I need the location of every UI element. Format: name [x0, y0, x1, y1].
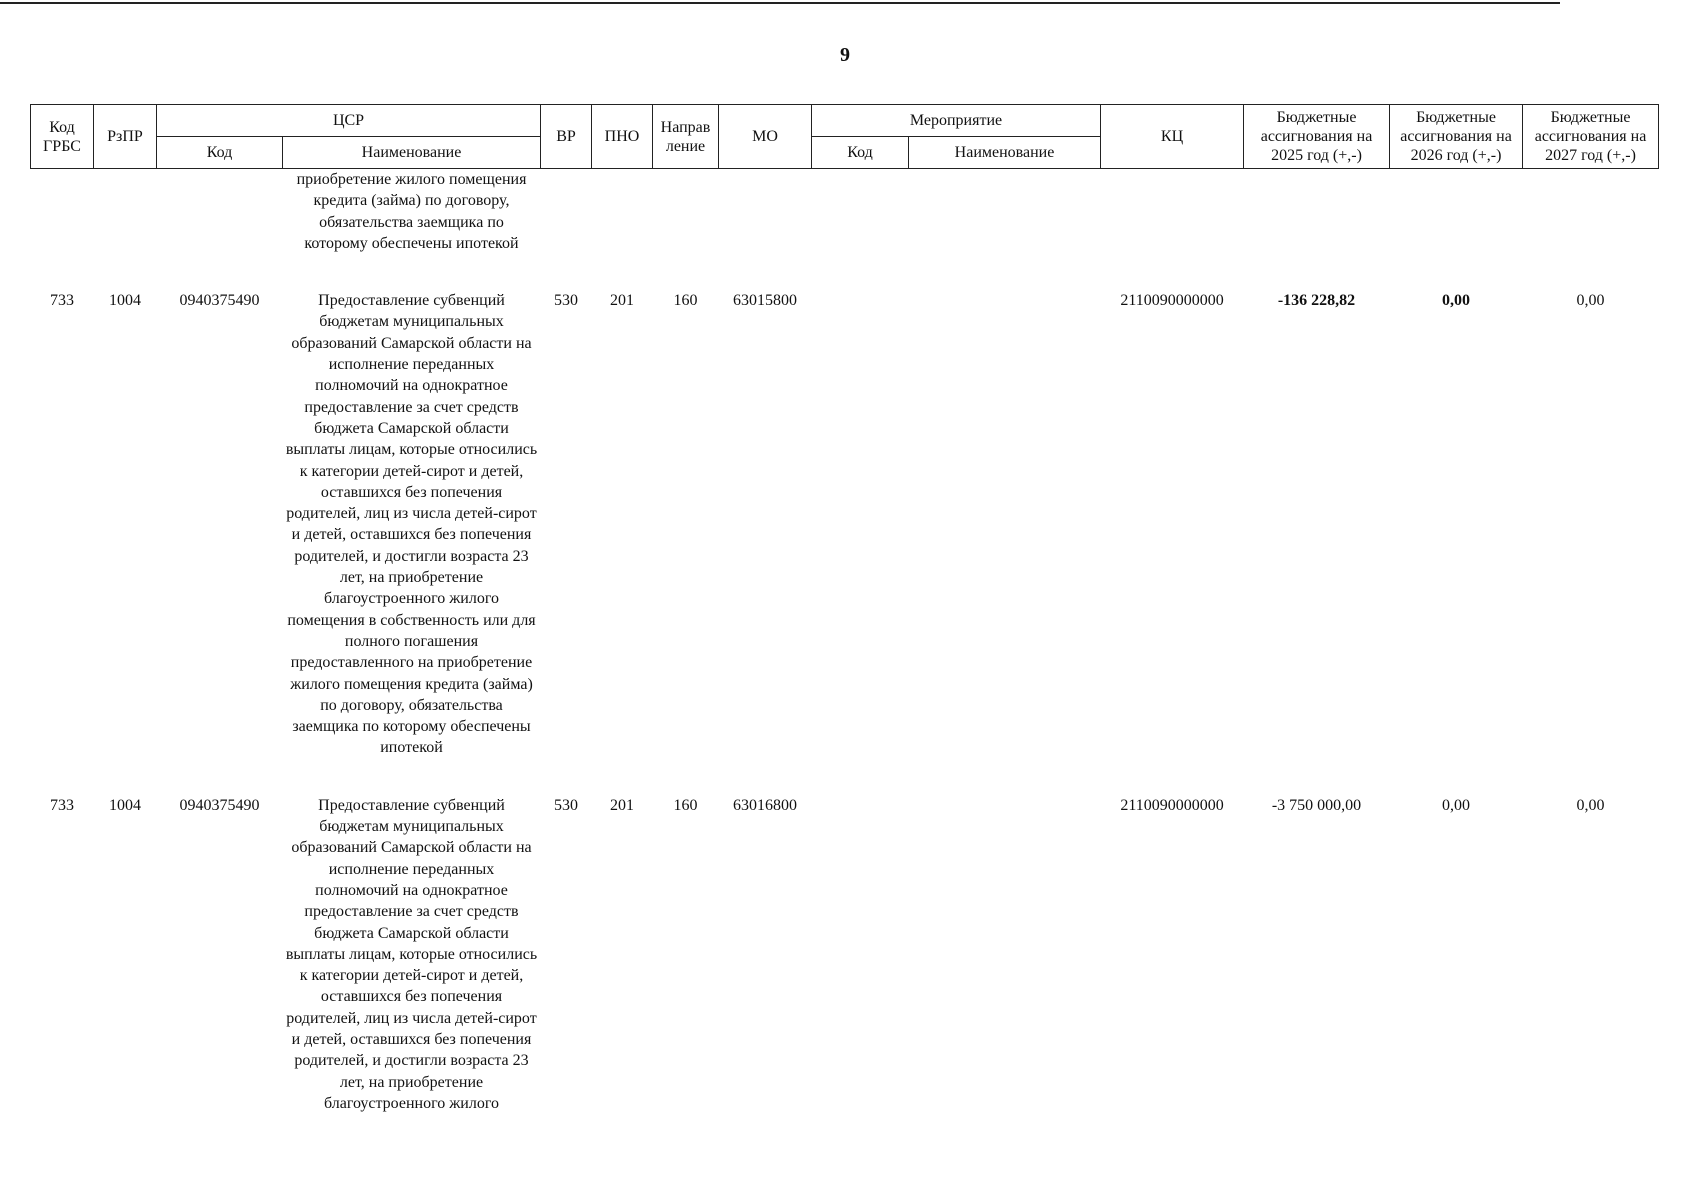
cell-rzpr: 1004	[109, 796, 141, 814]
header-meropriyatie: Мероприятие	[812, 105, 1101, 137]
header-csr-name: Наименование	[283, 137, 541, 169]
cell-rzpr: 1004	[109, 292, 141, 310]
header-2026: Бюджетные ассигнования на 2026 год (+,-)	[1390, 105, 1523, 169]
cell-pno: 201	[610, 292, 634, 310]
header-mer-kod: Код	[812, 137, 909, 169]
header-pno: ПНО	[592, 105, 653, 169]
cell-2025: -136 228,82	[1277, 292, 1356, 310]
header-2027: Бюджетные ассигнования на 2027 год (+,-)	[1523, 105, 1659, 169]
header-mo: МО	[719, 105, 812, 169]
cell-vr: 530	[554, 796, 578, 814]
header-rzpr: РзПР	[94, 105, 157, 169]
cell-napr: 160	[673, 796, 698, 814]
cell-mo: 63015800	[733, 292, 797, 310]
cell-mer-kod	[812, 290, 909, 759]
header-kod-grbs: Код ГРБС	[31, 105, 94, 169]
cell-2027: 0,00	[1576, 292, 1605, 310]
continuation-name: приобретение жилого помещения кредита (займа) по договору, обязательства заемщика по которому обеспечены ипотекой	[296, 171, 527, 252]
cell-mer-name	[909, 795, 1101, 1114]
cell-2025: -3 750 000,00	[1271, 796, 1362, 814]
cell-csr: 0940375490	[179, 292, 260, 310]
header-vr: ВР	[541, 105, 592, 169]
cell-name: Предоставление субвенций бюджетам муниципальных образований Самарской области на исполнение переданных полномочий на однократное предоставление за счет средств бюджета Самарской области выплаты лицам, которые относились к категории детей-сирот и детей, оставшихся без попечения родителей, лиц из числа детей-сирот и детей, оставшихся без попечения родителей, и достигли возраста 23 лет, на приобретение благоустроенного жилого	[285, 796, 538, 1112]
cell-2026: 0,00	[1442, 796, 1471, 814]
header-2025: Бюджетные ассигнования на 2025 год (+,-)	[1244, 105, 1390, 169]
header-mer-name: Наименование	[909, 137, 1101, 169]
cell-grbs: 733	[50, 796, 74, 814]
header-napravlenie: Направ ление	[653, 105, 719, 169]
cell-mo: 63016800	[733, 796, 797, 814]
page-number: 9	[840, 44, 850, 66]
budget-table	[30, 104, 1659, 1114]
cell-vr: 530	[554, 292, 578, 310]
cell-csr: 0940375490	[179, 796, 260, 814]
table-row-continuation	[31, 169, 1659, 255]
header-kc: КЦ	[1101, 105, 1244, 169]
table-row	[31, 795, 1659, 1114]
header-csr: ЦСР	[157, 105, 541, 137]
header-csr-kod: Код	[157, 137, 283, 169]
cell-kc: 2110090000000	[1120, 292, 1224, 310]
cell-pno: 201	[610, 796, 634, 814]
cell-mer-name	[909, 290, 1101, 759]
cell-kc: 2110090000000	[1120, 796, 1224, 814]
top-rule	[0, 2, 1560, 4]
cell-mer-kod	[812, 795, 909, 1114]
cell-grbs: 733	[50, 292, 74, 310]
cell-2027: 0,00	[1576, 796, 1605, 814]
cell-napr: 160	[673, 292, 698, 310]
table-row	[31, 290, 1659, 759]
cell-2026: 0,00	[1442, 292, 1471, 310]
cell-name: Предоставление субвенций бюджетам муниципальных образований Самарской области на исполнение переданных полномочий на однократное предоставление за счет средств бюджета Самарской области выплаты лицам, которые относились к категории детей-сирот и детей, оставшихся без попечения родителей, лиц из числа детей-сирот и детей, оставшихся без попечения родителей, и достигли возраста 23 лет, на приобретение благоустроенного жилого помещения в собственность или для полного погашения предоставленного на приобретение жилого помещения кредита (займа) по договору, обязательства заемщика по которому обеспечены ипотекой	[285, 292, 538, 757]
